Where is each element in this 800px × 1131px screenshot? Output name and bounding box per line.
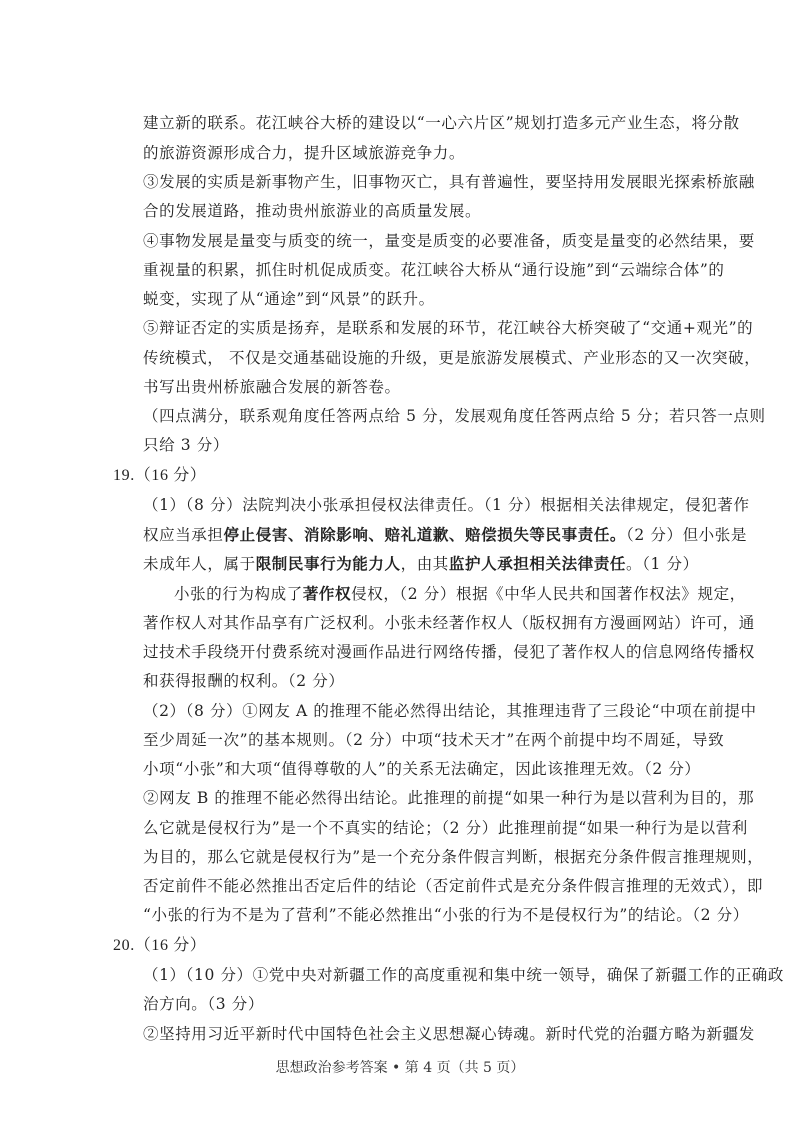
page-footer: 思想政治参考答案 • 第 4 页（共 5 页） xyxy=(275,1060,525,1076)
text-line: 传统模式， 不仅是交通基础设施的升级，更是旅游发展模式、产业形态的又一次突破， xyxy=(143,349,761,367)
emphasis-text: 停止侵害、消除影响、赔礼道歉、赔偿损失等民事责任。 xyxy=(223,525,627,544)
text-segment: （2 分）但小张是 xyxy=(626,526,747,544)
text-line: 的旅游资源形成合力，提升区域旅游竞争力。 xyxy=(143,144,466,162)
text-line: 治方向。（3 分） xyxy=(143,995,264,1013)
text-line: 小项“小张”和大项“值得尊敬的人”的关系无法确定，因此该推理无效。（2 分） xyxy=(143,760,701,778)
text-line: 么它就是侵权行为”是一个不真实的结论；（2 分）此推理前提“如果一种行为是以营利 xyxy=(143,819,748,837)
text-line: 至少周延一次”的基本规则。（2 分）中项“技术天才”在两个前提中均不周延，导致 xyxy=(143,731,725,749)
emphasis-text: 监护人承担相关法律责任 xyxy=(448,554,627,573)
text-line: 蜕变，实现了从“通途”到“风景”的跃升。 xyxy=(143,290,435,308)
text-line: （2）（8 分）①网友 A 的推理不能必然得出结论，其推理违背了三段论“中项在前提中 xyxy=(143,702,757,720)
text-segment: 小张的行为构成了 xyxy=(174,585,303,603)
text-line: ②网友 B 的推理不能必然得出结论。此推理的前提“如果一种行为是以营利为目的，那 xyxy=(143,789,755,807)
text-line: 合的发展道路，推动贵州旅游业的高质量发展。 xyxy=(143,202,482,220)
text-line: “小张的行为不是为了营利”不能必然推出“小张的行为不是侵权行为”的结论。（2 分） xyxy=(143,906,749,924)
emphasis-text: 著作权 xyxy=(302,584,352,603)
text-segment: 权应当承担 xyxy=(143,526,224,544)
text-line: 著作权人对其作品享有广泛权利。小张未经著作权人（版权拥有方漫画网站）许可，通 xyxy=(143,614,755,632)
text-line: 否定前件不能必然推出否定后件的结论（否定前件式是充分条件假言推理的无效式），即 xyxy=(143,877,764,895)
text-line: ③发展的实质是新事物产生，旧事物灭亡，具有普遍性，要坚持用发展眼光探索桥旅融 xyxy=(143,173,755,191)
text-line: 重视量的积累，抓住时机促成质变。花江峡谷大桥从“通行设施”到“云端综合体”的 xyxy=(143,261,725,279)
question-number: 20.（16 分） xyxy=(113,937,207,954)
text-line: 书写出贵州桥旅融合发展的新答卷。 xyxy=(143,378,401,396)
question-number: 19.（16 分） xyxy=(113,467,207,484)
text-line xyxy=(143,525,747,545)
text-line: ⑤辩证否定的实质是扬弃，是联系和发展的环节，花江峡谷大桥突破了“交通+观光”的 xyxy=(143,319,754,337)
text-segment: 侵权，（2 分）根据《中华人民共和国著作权法》规定， xyxy=(351,585,746,603)
emphasis-text: 限制民事行为能力人 xyxy=(255,554,401,573)
text-segment: 未成年人，属于 xyxy=(143,555,256,573)
scoring-note: 只给 3 分） xyxy=(143,436,229,454)
text-segment: 。（1 分） xyxy=(626,555,699,573)
text-line: 和获得报酬的权利。（2 分） xyxy=(143,672,345,690)
text-line xyxy=(143,554,699,574)
text-line: ②坚持用习近平新时代中国特色社会主义思想凝心铸魂。新时代党的治疆方略为新疆发 xyxy=(143,1025,755,1043)
text-line: 过技术手段绕开付费系统对漫画作品进行网络传播，侵犯了著作权人的信息网络传播权 xyxy=(143,643,755,661)
text-line: 为目的，那么它就是侵权行为”是一个充分条件假言判断，根据充分条件假言推理规则， xyxy=(143,848,764,866)
text-line: ④事物发展是量变与质变的统一，量变是质变的必要准备，质变是量变的必然结果，要 xyxy=(143,232,755,250)
text-segment: ，由其 xyxy=(400,555,449,573)
text-line: （1）（8 分）法院判决小张承担侵权法律责任。（1 分）根据相关法律规定，侵犯著作 xyxy=(143,496,750,514)
text-line xyxy=(174,584,746,604)
text-line: 建立新的联系。花江峡谷大桥的建设以“一心六片区”规划打造多元产业生态，将分散 xyxy=(143,114,740,132)
scoring-note: （四点满分，联系观角度任答两点给 5 分，发展观角度任答两点给 5 分；若只答一点则 xyxy=(143,407,766,425)
text-line: （1）（10 分）①党中央对新疆工作的高度重视和集中统一领导，确保了新疆工作的正确政 xyxy=(143,966,784,984)
